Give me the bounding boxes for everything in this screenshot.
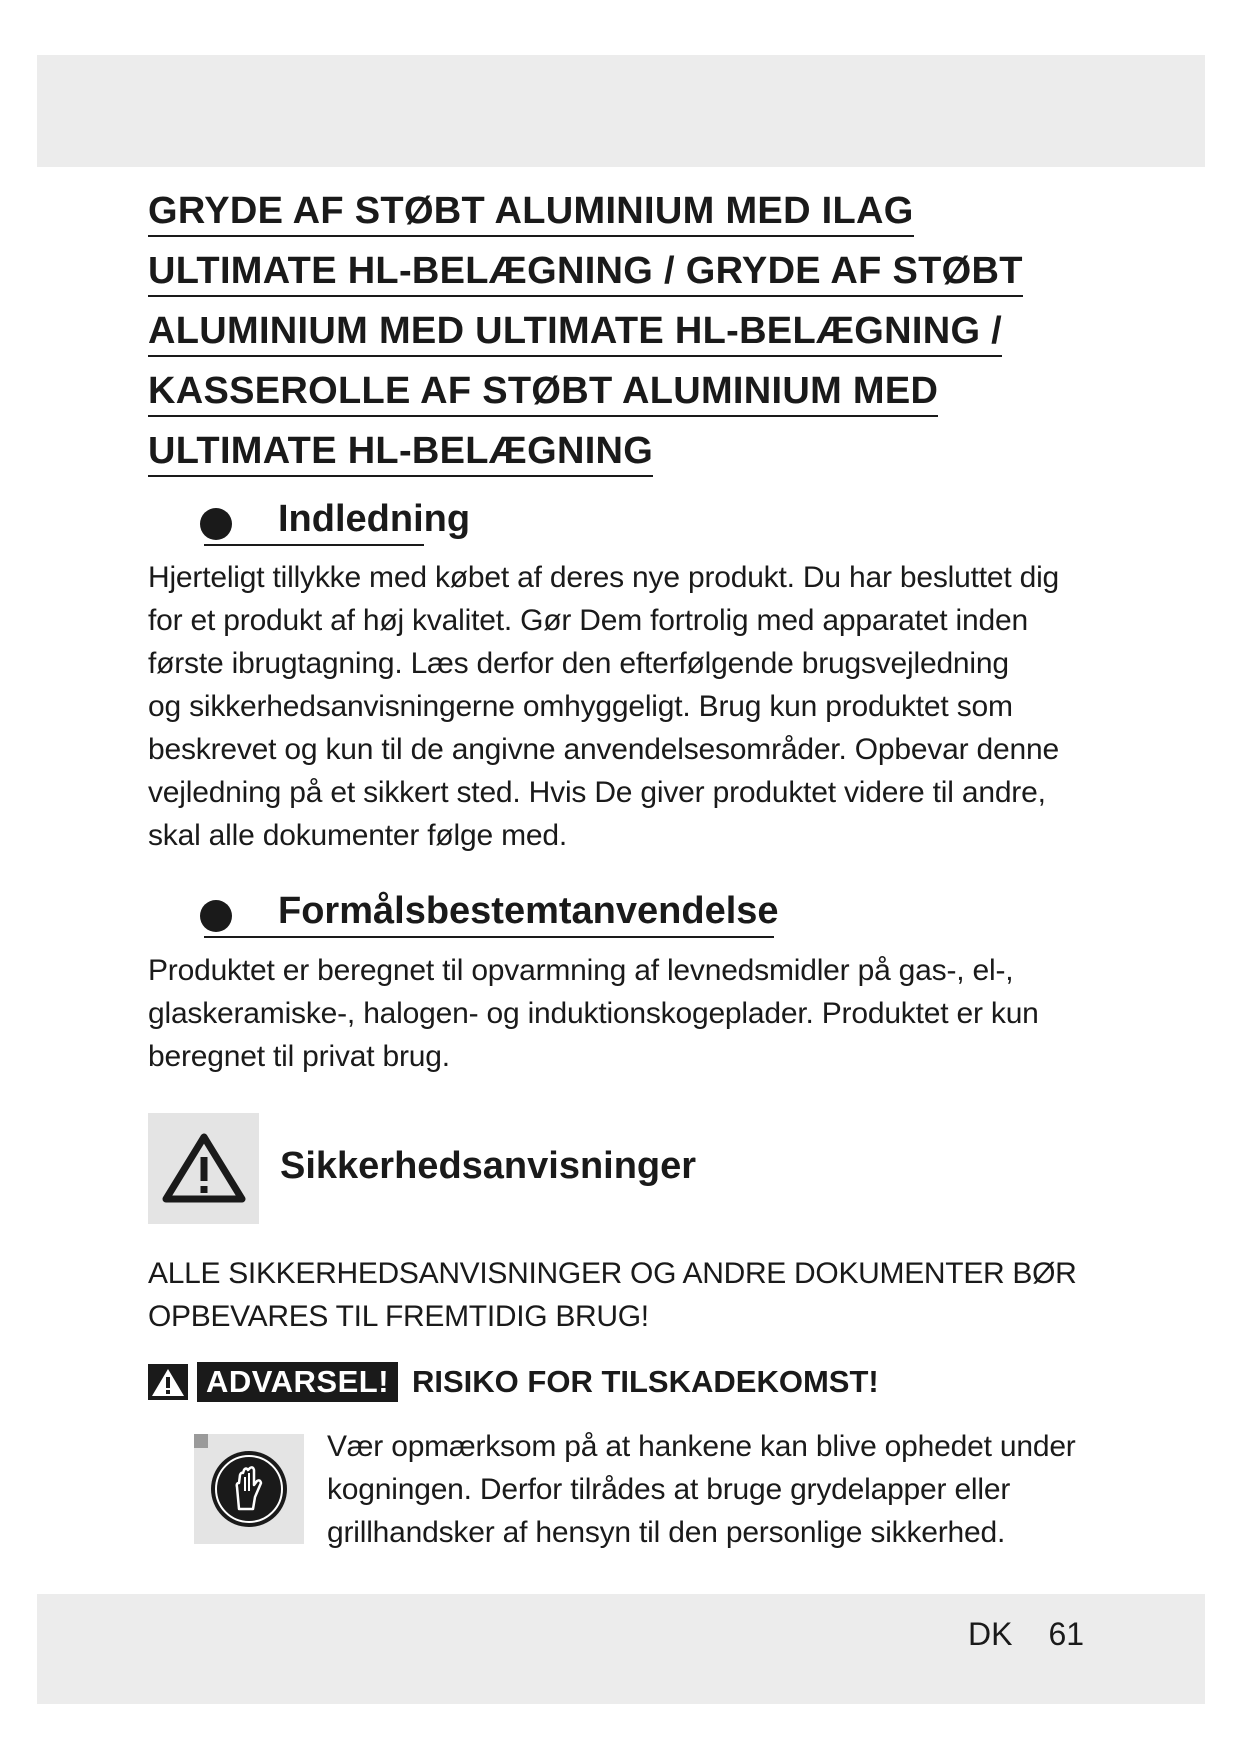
caps-line: OPBEVARES TIL FREMTIDIG BRUG! [148,1300,649,1333]
page-number: 61 [1048,1616,1085,1652]
bullet-icon [200,508,232,540]
glove-paragraph [327,1425,1127,1554]
purpose-line: glaskeramiske-, halogen- og induktionskogeplader. Produktet er kun [148,997,1039,1030]
square-bullet-icon [194,1434,208,1448]
purpose-heading-rule [204,936,774,938]
purpose-heading: Formålsbestemtanvendelse [278,890,779,932]
language-code: DK [968,1616,1013,1652]
intro-heading: Indledning [278,498,471,540]
warning-label: ADVARSEL! [197,1362,398,1402]
intro-line: Hjerteligt tillykke med købet af deres nye produkt. Du har besluttet dig [148,561,1060,594]
intro-line: og sikkerhedsanvisningerne omhyggeligt. Brug kun produktet som [148,690,1013,723]
warning-row [148,1362,1108,1402]
glove-line: kogningen. Derfor tilrådes at bruge grydelapper eller [327,1473,1011,1506]
intro-line: første ibrugtagning. Læs derfor den efterfølgende brugsvejledning [148,647,1009,680]
warning-triangle-icon [162,1131,246,1203]
intro-line: for et produkt af høj kvalitet. Gør Dem fortrolig med apparatet inden [148,604,1028,637]
title-line-4: KASSEROLLE AF STØBT ALUMINIUM MED [148,367,938,417]
title-line-3: ALUMINIUM MED ULTIMATE HL-BELÆGNING / [148,307,1002,357]
intro-line: vejledning på et sikkert sted. Hvis De giver produktet videre til andre, [148,776,1046,809]
small-warning-icon [148,1364,188,1400]
title-line-1: GRYDE AF STØBT ALUMINIUM MED ILAG [148,187,914,237]
glove-icon [209,1449,289,1529]
title-line-5: ULTIMATE HL-BELÆGNING [148,427,653,477]
purpose-line: Produktet er beregnet til opvarmning af levnedsmidler på gas-, el-, [148,954,1014,987]
glove-sign-box [194,1434,304,1544]
intro-heading-rule [204,544,424,546]
glove-line: grillhandsker af hensyn til den personlige sikkerhed. [327,1516,1006,1549]
intro-line: beskrevet og kun til de angivne anvendelsesområder. Opbevar denne [148,733,1059,766]
glove-line: Vær opmærksom på at hankene kan blive ophedet under [327,1430,1076,1463]
title-line-2: ULTIMATE HL-BELÆGNING / GRYDE AF STØBT [148,247,1023,297]
warning-sign-box [148,1113,259,1224]
purpose-heading-row [200,886,1120,942]
intro-line: skal alle dokumenter følge med. [148,819,568,852]
purpose-paragraph [148,949,1108,1078]
bullet-icon [200,900,232,932]
document-title [148,184,1108,484]
header-band [37,55,1205,167]
safety-heading: Sikkerhedsanvisninger [280,1145,697,1187]
page-footer [968,1614,1084,1654]
intro-paragraph [148,556,1108,857]
safety-caps-notice [148,1252,1108,1338]
caps-line: ALLE SIKKERHEDSANVISNINGER OG ANDRE DOKUMENTER BØR [148,1257,1077,1290]
warning-text: RISIKO FOR TILSKADEKOMST! [412,1364,879,1399]
purpose-line: beregnet til privat brug. [148,1040,450,1073]
intro-heading-row [200,494,1120,550]
